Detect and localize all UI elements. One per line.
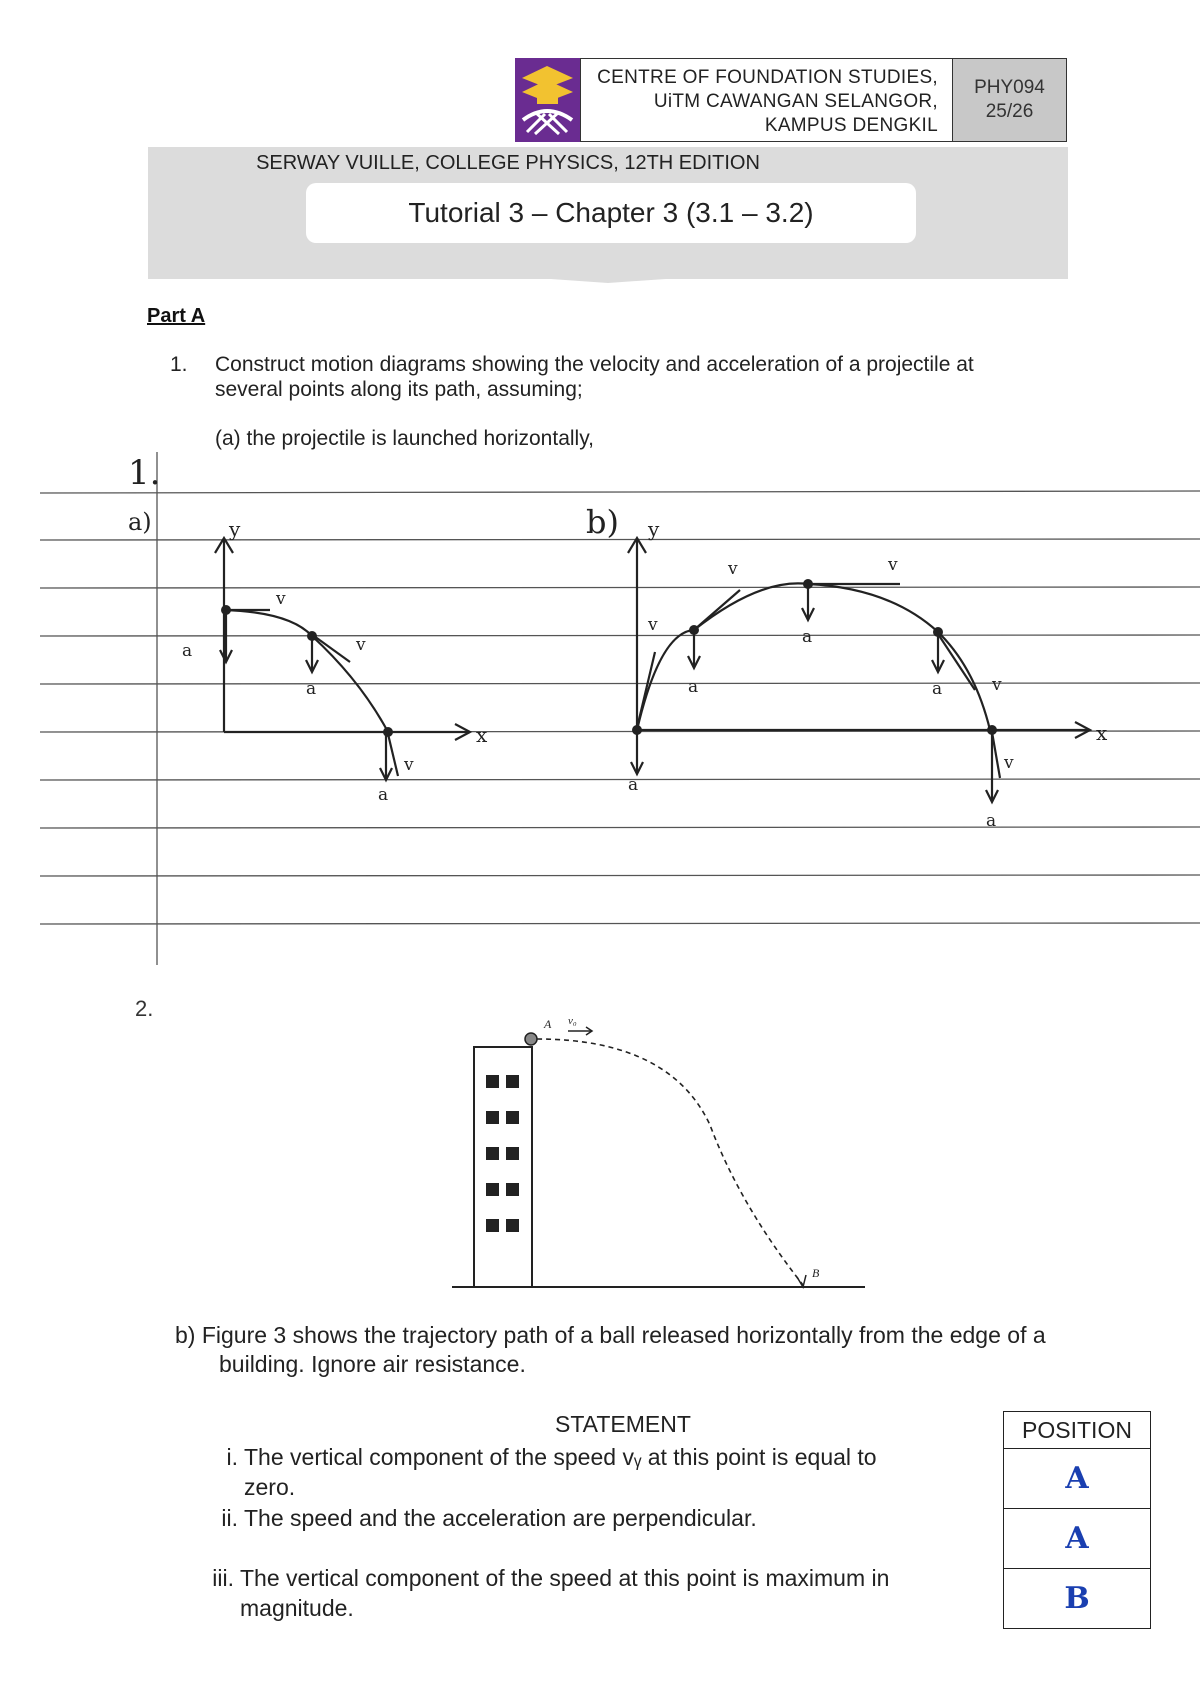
position-heading: POSITION <box>1004 1412 1151 1449</box>
hw-accel-label: a <box>986 811 997 831</box>
course-code: PHY094 <box>974 77 1045 98</box>
position-answer: B <box>1004 1569 1151 1629</box>
statement-text: The vertical component of the speed at this point is maximum in <box>240 1565 890 1591</box>
hw-velocity-label: v <box>404 755 414 775</box>
institution-line: CENTRE OF FOUNDATION STUDIES, <box>597 67 938 88</box>
hw-accel-label: a <box>306 679 317 699</box>
hw-velocity-label: v <box>888 555 898 575</box>
statement-number: i. <box>226 1444 238 1470</box>
question-2b-line: b) Figure 3 shows the trajectory path of a ball released horizontally from the edge of a <box>175 1322 1046 1348</box>
statement-text: zero. <box>244 1474 296 1500</box>
trajectory-path <box>537 1039 803 1285</box>
hw-accel-label: a <box>378 785 389 805</box>
hw-part-a-label: a) <box>128 508 152 536</box>
hw-velocity-label: v <box>648 615 658 635</box>
statement-number: ii. <box>221 1505 238 1531</box>
course-code-box <box>952 58 1067 142</box>
hw-question-number: 1. <box>128 453 161 493</box>
question-2b-line: building. Ignore air resistance. <box>219 1351 526 1377</box>
statement-heading: STATEMENT <box>555 1411 691 1437</box>
hw-accel-label: a <box>628 775 639 795</box>
hw-y-axis-label: y <box>229 517 241 541</box>
ball <box>525 1033 537 1045</box>
statement-row <box>221 1503 994 1533</box>
part-a-heading: Part A <box>147 305 206 327</box>
statement-number: iii. <box>212 1565 234 1591</box>
figure-building-trajectory <box>450 1005 870 1305</box>
hw-x-axis-label: x <box>476 723 488 747</box>
hw-y-axis-label: y <box>648 517 660 541</box>
page-title: Tutorial 3 – Chapter 3 (3.1 – 3.2) <box>306 183 916 243</box>
question-2b <box>175 1321 1175 1379</box>
position-answer: A <box>1004 1449 1151 1509</box>
uitm-crest-icon <box>515 58 580 142</box>
institution-line: UiTM CAWANGAN SELANGOR, <box>653 91 938 112</box>
handwritten-answer-sheet <box>0 445 1200 965</box>
hw-velocity-label: v <box>992 675 1002 695</box>
institution-line: KAMPUS DENGKIL <box>764 115 938 136</box>
question-text: several points along its path, assuming; <box>215 378 583 401</box>
hw-x-axis-label: x <box>1096 721 1108 745</box>
hw-velocity-label: v <box>276 589 286 609</box>
v0-label: v₀ <box>568 1015 577 1027</box>
hw-velocity-label: v <box>1004 753 1014 773</box>
hw-accel-label: a <box>932 679 943 699</box>
statement-text: The speed and the acceleration are perpendicular. <box>244 1505 757 1531</box>
question-text: Construct motion diagrams showing the velocity and acceleration of a projectile at <box>215 353 974 376</box>
hw-accel-label: a <box>182 641 193 661</box>
banner-point <box>148 251 1068 285</box>
institution-box <box>580 58 952 142</box>
statement-row <box>212 1563 990 1623</box>
position-answer: A <box>1004 1509 1151 1569</box>
hw-velocity-label: v <box>356 635 366 655</box>
hw-accel-label: a <box>802 627 813 647</box>
statement-text: The vertical component of the speed vᵧ at this point is equal to <box>244 1444 877 1470</box>
position-table <box>1003 1411 1151 1629</box>
statement-row <box>226 1442 994 1502</box>
question-part-a: (a) the projectile is launched horizontally, <box>215 427 594 450</box>
hw-accel-label: a <box>688 677 699 697</box>
textbook-edition: SERWAY VUILLE, COLLEGE PHYSICS, 12TH EDITION <box>256 152 760 174</box>
hw-part-b-label: b) <box>586 503 619 541</box>
session: 25/26 <box>985 101 1034 122</box>
question-number: 1. <box>170 353 188 376</box>
university-logo <box>515 58 580 142</box>
question-number: 2. <box>135 996 154 1021</box>
point-a-label: A <box>544 1017 552 1031</box>
building <box>474 1047 532 1287</box>
hw-velocity-label: v <box>728 559 738 579</box>
statement-text: magnitude. <box>240 1595 354 1621</box>
point-b-label: B <box>812 1266 820 1280</box>
